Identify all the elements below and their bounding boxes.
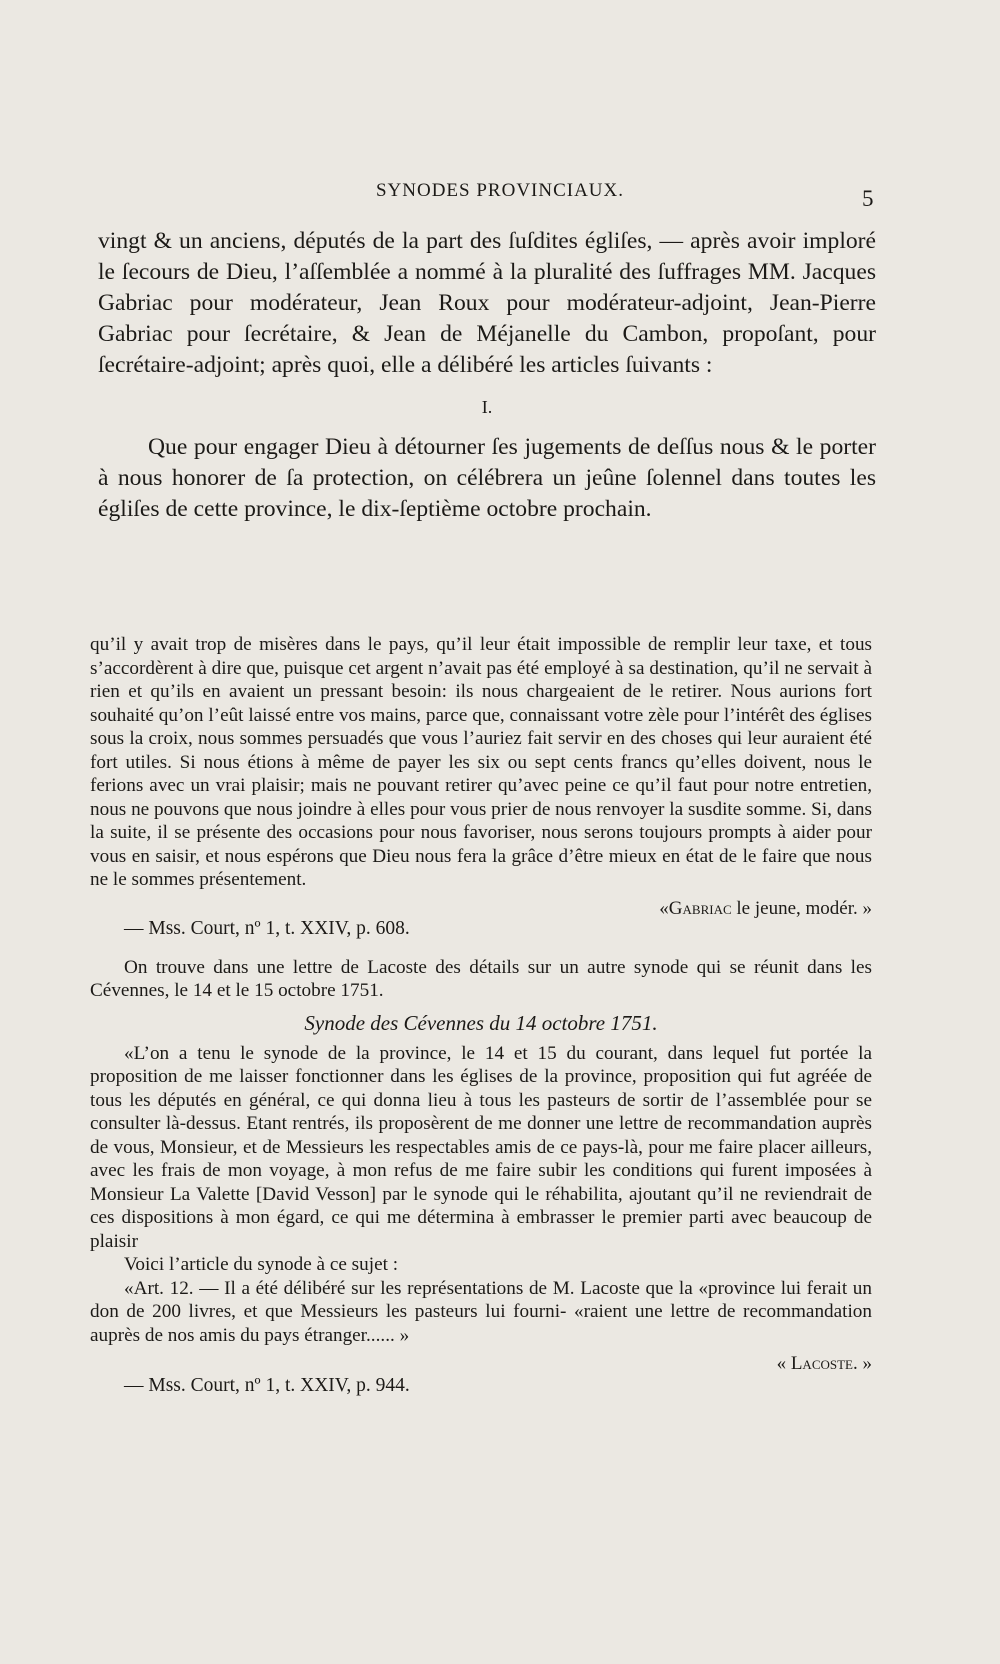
article-1-text: Que pour engager Dieu à détourner ſes jugements de deſſus nous & le porter à nous honorer de ſa protection, on célébrera un jeûne ſolennel dans toutes les égliſes de cette province, le dix-ſeptième octobre prochain.	[98, 434, 876, 522]
lacoste-quote: «L’on a tenu le synode de la province, le 14 et 15 du courant, dans lequel fut portée la proposition de me laisser fonctionner dans les églises de la province, proposition qui fut agréée de tous les députés en général, ce qui donna lieu à tous les pasteurs de sortir de l’assemblée pour se consulter là-dessus. Etant rentrés, ils proposèrent de me donner une lettre de recommandation auprès de vous, Monsieur, et de Messieurs les respectables amis de ce pays-là, pour me faire placer ailleurs, avec les frais de mon voyage, à mon refus de me faire subir les conditions qui furent imposées à Monsieur La Valette [David Vesson] par le synode qui le réhabilita, ajoutant qu’il ne reviendrait de ces dispositions à mon égard, ce qui me détermina à embrasser le premier parti avec beaucoup de plaisir	[90, 1042, 872, 1252]
lower-text-block	[90, 633, 872, 1397]
signature-lacoste-suffix: . »	[853, 1353, 872, 1374]
signature-lacoste	[90, 1353, 872, 1375]
upper-text-block	[98, 226, 876, 525]
running-title: SYNODES PROVINCIAUX.	[375, 180, 625, 201]
signature-lacoste-name: Lacoste	[790, 1353, 853, 1374]
signature-gabriac-prefix: «	[659, 897, 669, 919]
source-reference-1: — Mss. Court, nº 1, t. XXIV, p. 608.	[124, 917, 410, 939]
intro-paragraph: On trouve dans une lettre de Lacoste des détails sur un autre synode qui se réunit dans les Cévennes, le 14 et le 15 octobre 1751.	[90, 956, 872, 1001]
article-number: I.	[481, 397, 493, 417]
source-reference-2: — Mss. Court, nº 1, t. XXIV, p. 944.	[124, 1375, 410, 1396]
synod-heading: Synode des Cévennes du 14 octobre 1751.	[304, 1010, 658, 1035]
page-number: 5	[862, 186, 874, 211]
signature-gabriac-suffix: le jeune, modér. »	[731, 897, 872, 919]
signature-lacoste-prefix: «	[776, 1353, 791, 1374]
spacer	[90, 940, 872, 956]
letter-excerpt: qu’il y avait trop de misères dans le pays, qu’il leur était impossible de remplir leur taxe, et tous s’accordèrent à dire que, puisque cet argent n’avait pas été employé à sa destination, qu’il ne servait à rien et qu’ils en avaient un pressant besoin: ils nous chargeaient de le retirer. Nous aurions fort souhaité qu’on l’eût laissé entre vos mains, parce que, connaissant votre zèle pour l’intérêt des églises sous la croix, nous sommes persuadés que vous l’auriez fait servir en des choses qui leur auraient été fort utiles. Si nous étions à même de payer les six ou sept cents francs qu’elles doivent, nous le ferions avec un vrai plaisir; mais ne pouvant retirer qu’avec peine ce qu’il faut pour notre entretien, nous ne pouvons que nous joindre à elles pour vous prier de nous renvoyer la susdite somme. Si, dans la suite, il se présente des occasions pour nous favoriser, nous serons toujours prompts à aider pour vous en saisir, et nous espérons que Dieu nous fera la grâce d’être mieux en état de le faire que nous ne le sommes présentement.	[90, 634, 872, 890]
signature-gabriac	[90, 898, 872, 920]
article-intro: Voici l’article du synode à ce sujet :	[124, 1254, 399, 1275]
signature-gabriac-name: Gabriac	[668, 897, 732, 919]
article-12-quote: «Art. 12. — Il a été délibéré sur les représentations de M. Lacoste que la «province lui ferait un don de 200 livres, et que Messieurs les pasteurs lui fourni- «raient une lettre de recommandation auprès de nos amis du pays étranger...... »	[90, 1277, 872, 1346]
paragraph-synod-opening: vingt & un anciens, députés de la part des ſuſdites égliſes, — après avoir imploré le ſecours de Dieu, l’aſſemblée a nommé à la pluralité des ſuffrages MM. Jacques Gabriac pour modérateur, Jean Roux pour modérateur-adjoint, Jean-Pierre Gabriac pour ſecrétaire, & Jean de Méjanelle du Cambon, propoſant, pour ſecrétaire-adjoint; après quoi, elle a délibéré les articles ſuivants :	[98, 228, 876, 378]
